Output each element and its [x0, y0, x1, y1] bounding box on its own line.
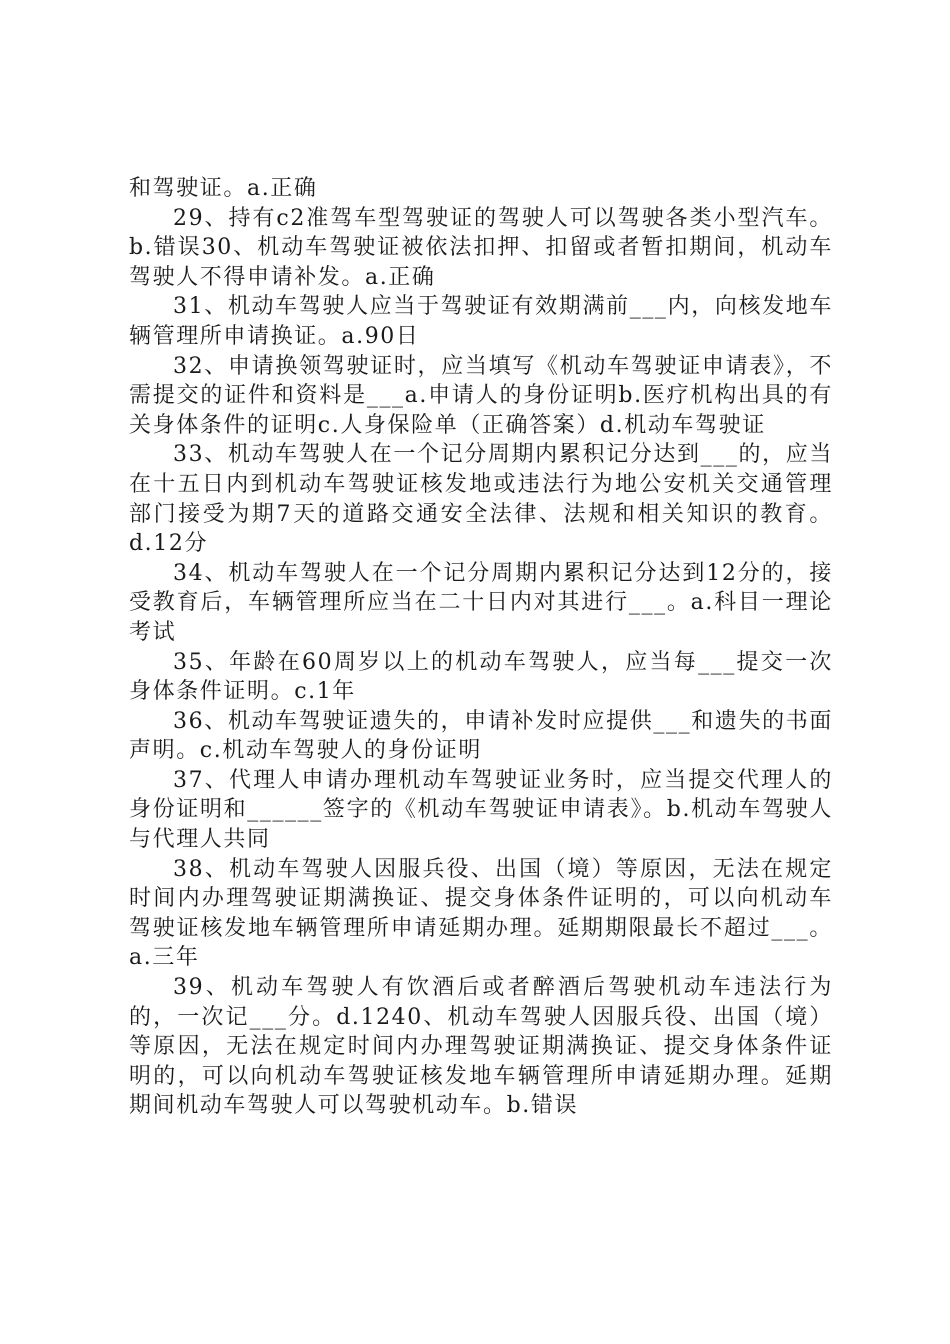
paragraph: 39、机动车驾驶人有饮酒后或者醉酒后驾驶机动车违法行为的，一次记___分。d.1240、机动车驾驶人因服兵役、出国（境）等原因，无法在规定时间内办理驾驶证期满换证、提交身体条件证明的，可以向机动车驾驶证核发地车辆管理所申请延期办理。延期期间机动车驾驶人可以驾驶机动车。b.错误 [129, 975, 833, 1119]
paragraph: 31、机动车驾驶人应当于驾驶证有效期满前___内，向核发地车辆管理所申请换证。a.90日 [129, 294, 833, 349]
paragraph: 36、机动车驾驶证遗失的，申请补发时应提供___和遗失的书面声明。c.机动车驾驶人的身份证明 [129, 708, 833, 764]
paragraph: 29、持有c2准驾车型驾驶证的驾驶人可以驾驶各类小型汽车。b.错误30、机动车驾驶证被依法扣押、扣留或者暂扣期间，机动车驾驶人不得申请补发。a.正确 [129, 205, 833, 290]
document-body [129, 174, 833, 1121]
paragraph: 35、年龄在60周岁以上的机动车驾驶人，应当每___提交一次身体条件证明。c.1年 [129, 649, 833, 705]
paragraph: 38、机动车驾驶人因服兵役、出国（境）等原因，无法在规定时间内办理驾驶证期满换证、提交身体条件证明的，可以向机动车驾驶证核发地车辆管理所申请延期办理。延期期限最长不超过___。a.三年 [129, 856, 833, 971]
paragraph: 33、机动车驾驶人在一个记分周期内累积记分达到___的，应当在十五日内到机动车驾驶证核发地或违法行为地公安机关交通管理部门接受为期7天的道路交通安全法律、法规和相关知识的教育。d.12分 [129, 442, 833, 557]
paragraph: 37、代理人申请办理机动车驾驶证业务时，应当提交代理人的身份证明和______签字的《机动车驾驶证申请表》。b.机动车驾驶人与代理人共同 [129, 767, 833, 853]
paragraph: 34、机动车驾驶人在一个记分周期内累积记分达到12分的，接受教育后，车辆管理所应当在二十日内对其进行___。a.科目一理论考试 [129, 560, 833, 645]
paragraph: 和驾驶证。a.正确 [129, 176, 318, 201]
paragraph: 32、申请换领驾驶证时，应当填写《机动车驾驶证申请表》，不需提交的证件和资料是___a.申请人的身份证明b.医疗机构出具的有关身体条件的证明c.人身保险单（正确答案）d.机动车驾驶证 [129, 353, 833, 438]
